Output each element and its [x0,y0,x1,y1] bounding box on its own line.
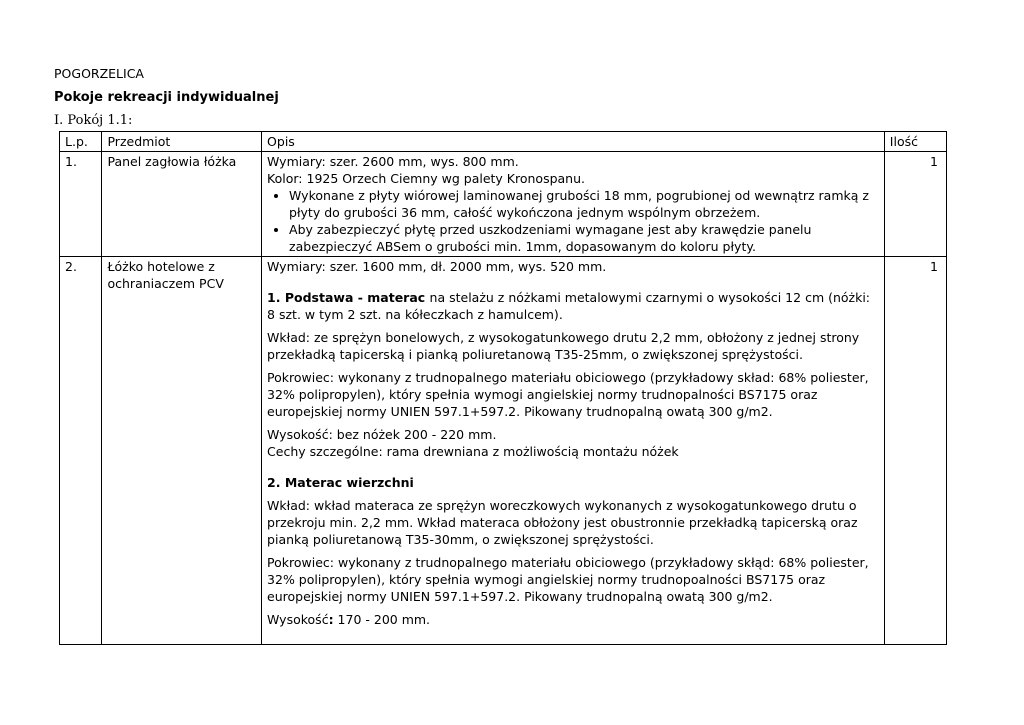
item-name: Panel zagłowia łóżka [102,152,262,257]
base-mattress-title: 1. Podstawa - materac [267,290,430,305]
description-line: Wymiary: szer. 1600 mm, dł. 2000 mm, wys. 520 mm. [267,259,607,274]
table-header-row [60,132,947,152]
room-title: I. Pokój 1.1: [54,113,133,128]
description-paragraph [267,289,879,323]
description-line: Kolor: 1925 Orzech Ciemny wg palety Kronospanu. [267,171,586,186]
item-description [262,257,885,645]
description-paragraph: Wkład: ze sprężyn bonelowych, z wysokogatunkowego drutu 2,2 mm, obłożony z jednej strony przekładką tapicerską i pianką poliuretanową T35-25mm, o zwiększonej sprężystości. [267,330,860,362]
row-number: 2. [60,257,102,645]
column-header-lp: L.p. [60,132,102,152]
description-bullets [267,187,879,255]
base-mattress-text: na stelażu z nóżkami metalowymi czarnymi o wysokości 12 cm (nóżki: 8 szt. w tym 2 szt. na kółeczkach z hamulcem). [267,290,871,322]
height-value: 170 - 200 mm. [333,612,431,627]
item-quantity: 1 [884,257,946,645]
bullet-item: • Aby zabezpieczyć płytę przed uszkodzeniami wymagane jest aby krawędzie panelu zabezpieczyć ABSem o grubości min. 1mm, dopasowanym do koloru płyty. [289,221,879,255]
row-number: 1. [60,152,102,257]
bullet-item: • Wykonane z płyty wiórowej laminowanej grubości 18 mm, pogrubionej od wewnątrz ramką z płyty do grubości 36 mm, całość wykończona jednym wspólnym obrzeżem. [289,187,879,221]
table-row [60,152,947,257]
description-line: Wymiary: szer. 2600 mm, wys. 800 mm. [267,154,519,169]
item-description [262,152,885,257]
description-paragraph: Pokrowiec: wykonany z trudnopalnego materiału obiciowego (przykładowy skład: 68% poliester, 32% polipropylen), który spełnia wymogi angielskiej normy trudnopalności BS7175 oraz europejskiej normy UNIEN 597.1+597.2. Pikowany trudnopalną owatą 300 g/m2. [267,370,869,419]
description-line [267,611,879,628]
description-paragraph: Wkład: wkład materaca ze sprężyn woreczkowych wykonanych z wysokogatunkowego drutu o przekroju min. 2,2 mm. Wkład materaca obłożony jest obustronnie przekładką tapicerską oraz pianką poliuretanową T35-30mm, o zwiększonej sprężystości. [267,498,858,547]
table-row [60,257,947,645]
column-header-item: Przedmiot [102,132,262,152]
top-mattress-title: 2. Materac wierzchni [267,475,414,490]
description-line: Cechy szczególne: rama drewniana z możliwością montażu nóżek [267,444,679,459]
column-header-description: Opis [262,132,885,152]
height-colon: : [328,612,334,627]
description-paragraph: Pokrowiec: wykonany z trudnopalnego materiału obiciowego (przykładowy skłąd: 68% poliester, 32% polipropylen), który spełnia wymogi angielskiej normy trudnopoalności BS7175 oraz europejskiej normy UNIEN 597.1+597.2. Pikowany trudnopalną owatą 300 g/m2. [267,555,869,604]
section-title: Pokoje rekreacji indywidualnej [54,90,279,105]
description-line: Wysokość: bez nóżek 200 - 220 mm. [267,427,497,442]
furniture-table [59,131,947,645]
item-name: Łóżko hotelowe z ochraniaczem PCV [102,257,262,645]
item-quantity: 1 [884,152,946,257]
height-label: Wysokość [267,612,329,627]
column-header-quantity: Ilość [884,132,946,152]
location-title: POGORZELICA [54,66,144,81]
